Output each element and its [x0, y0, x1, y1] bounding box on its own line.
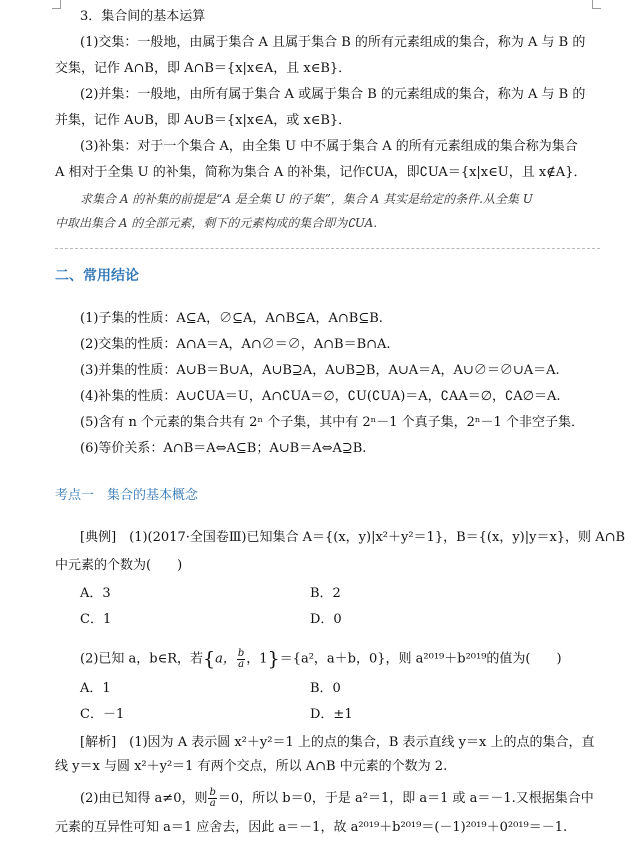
divider [55, 248, 600, 249]
fraction-numerator: b [209, 787, 216, 798]
option-b: B．2 [310, 586, 341, 601]
analysis-line: [解析] (1)因为 A 表示圆 x²＋y²＝1 上的点的集合，B 表示直线 y＝x 上的点的集合，直 [80, 735, 595, 750]
paragraph-line: (1)交集：一般地，由属于集合 A 且属于集合 B 的所有元素组成的集合，称为 A 与 B 的 [80, 35, 586, 50]
example-line: 中元素的个数为( ) [55, 558, 183, 573]
option-a: A．3 [80, 586, 111, 601]
analysis-line [80, 784, 594, 814]
question-prefix: (2)已知 a，b∈R，若 [80, 651, 204, 667]
fraction [237, 649, 245, 670]
fraction [208, 788, 216, 809]
section-heading: 3．集合间的基本运算 [80, 9, 206, 24]
note-line: 求集合 A 的补集的前提是“A 是全集 U 的子集”，集合 A 其实是给定的条件.从全集 U [80, 192, 533, 206]
section-title: 二、常用结论 [55, 268, 139, 284]
analysis-line: 线 y＝x 与圆 x²＋y²＝1 有两个交点，所以 A∩B 中元素的个数为 2. [55, 759, 448, 774]
fraction-denominator: a [238, 658, 245, 670]
left-brace: { [203, 648, 216, 670]
option-a: A．1 [80, 681, 111, 696]
list-item: (6)等价关系：A∩B＝A⇔A⊆B；A∪B＝A⇔A⊇B. [80, 441, 367, 456]
example-line: [典例] (1)(2017·全国卷Ⅲ)已知集合 A＝{(x，y)|x²＋y²＝1}，B＝{(x，y)|y＝x}，则 A∩B [80, 530, 626, 545]
analysis-line: 元素的互异性可知 a＝1 应舍去，因此 a＝－1，故 a²⁰¹⁹＋b²⁰¹⁹＝(－1)²⁰¹⁹＋0²⁰¹⁹＝－1. [55, 820, 568, 835]
option-b: B．0 [310, 681, 341, 696]
fraction-numerator: b [237, 647, 245, 659]
list-item: (1)子集的性质：A⊆A，∅⊆A，A∩B⊆A，A∩B⊆B. [80, 311, 383, 326]
paragraph-line: (2)并集：一般地，由所有属于集合 A 或属于集合 B 的元素组成的集合，称为 A 与 B 的 [80, 87, 586, 102]
paragraph-line: 交集，记作 A∩B，即 A∩B＝{x|x∈A，且 x∈B}． [55, 61, 352, 76]
right-brace: } [267, 648, 280, 670]
option-c: C．1 [80, 612, 112, 627]
question-suffix: ＝{a²，a＋b，0}，则 a²⁰¹⁹＋b²⁰¹⁹的值为( ) [279, 651, 562, 667]
option-c: C．－1 [80, 707, 125, 722]
list-item: (3)并集的性质：A∪B＝B∪A，A∪B⊇A，A∪B⊇B，A∪A＝A，A∪∅＝∅∪A＝A. [80, 363, 560, 378]
page-corner-mark [52, 0, 61, 9]
note-line: 中取出集合 A 的全部元素，剩下的元素构成的集合即为∁UA. [55, 216, 378, 230]
analysis-prefix: (2)由已知得 a≠0，则 [80, 791, 208, 806]
question-line [80, 642, 562, 677]
paragraph-line: (3)补集：对于一个集合 A，由全集 U 中不属于集合 A 的所有元素组成的集合称为集合 [80, 139, 578, 154]
list-item: (4)补集的性质：A∪∁UA＝U，A∩∁UA＝∅，∁U(∁UA)＝A，∁AA＝∅，∁A∅＝A. [80, 389, 561, 404]
set-element: ，1 [246, 651, 268, 667]
option-d: D．0 [310, 612, 342, 627]
analysis-suffix: ＝0，所以 b＝0，于是 a²＝1，即 a＝1 或 a＝－1.又根据集合中 [217, 791, 594, 806]
paragraph-line: 并集，记作 A∪B，即 A∪B＝{x|x∈A，或 x∈B}． [55, 113, 352, 128]
fraction-denominator: a [209, 798, 216, 809]
topic-title: 考点一 集合的基本概念 [55, 488, 199, 503]
list-item: (5)含有 n 个元素的集合共有 2ⁿ 个子集，其中有 2ⁿ－1 个真子集，2ⁿ－1 个非空子集． [80, 415, 584, 430]
list-item: (2)交集的性质：A∩A＝A，A∩∅＝∅，A∩B＝B∩A. [80, 337, 391, 352]
set-element: a， [215, 651, 236, 667]
option-d: D．±1 [310, 707, 353, 722]
paragraph-line: A 相对于全集 U 的补集，简称为集合 A 的补集，记作∁UA，即∁UA＝{x|x∈U，且 x∉A}． [55, 165, 587, 180]
page-corner-mark [592, 0, 601, 9]
